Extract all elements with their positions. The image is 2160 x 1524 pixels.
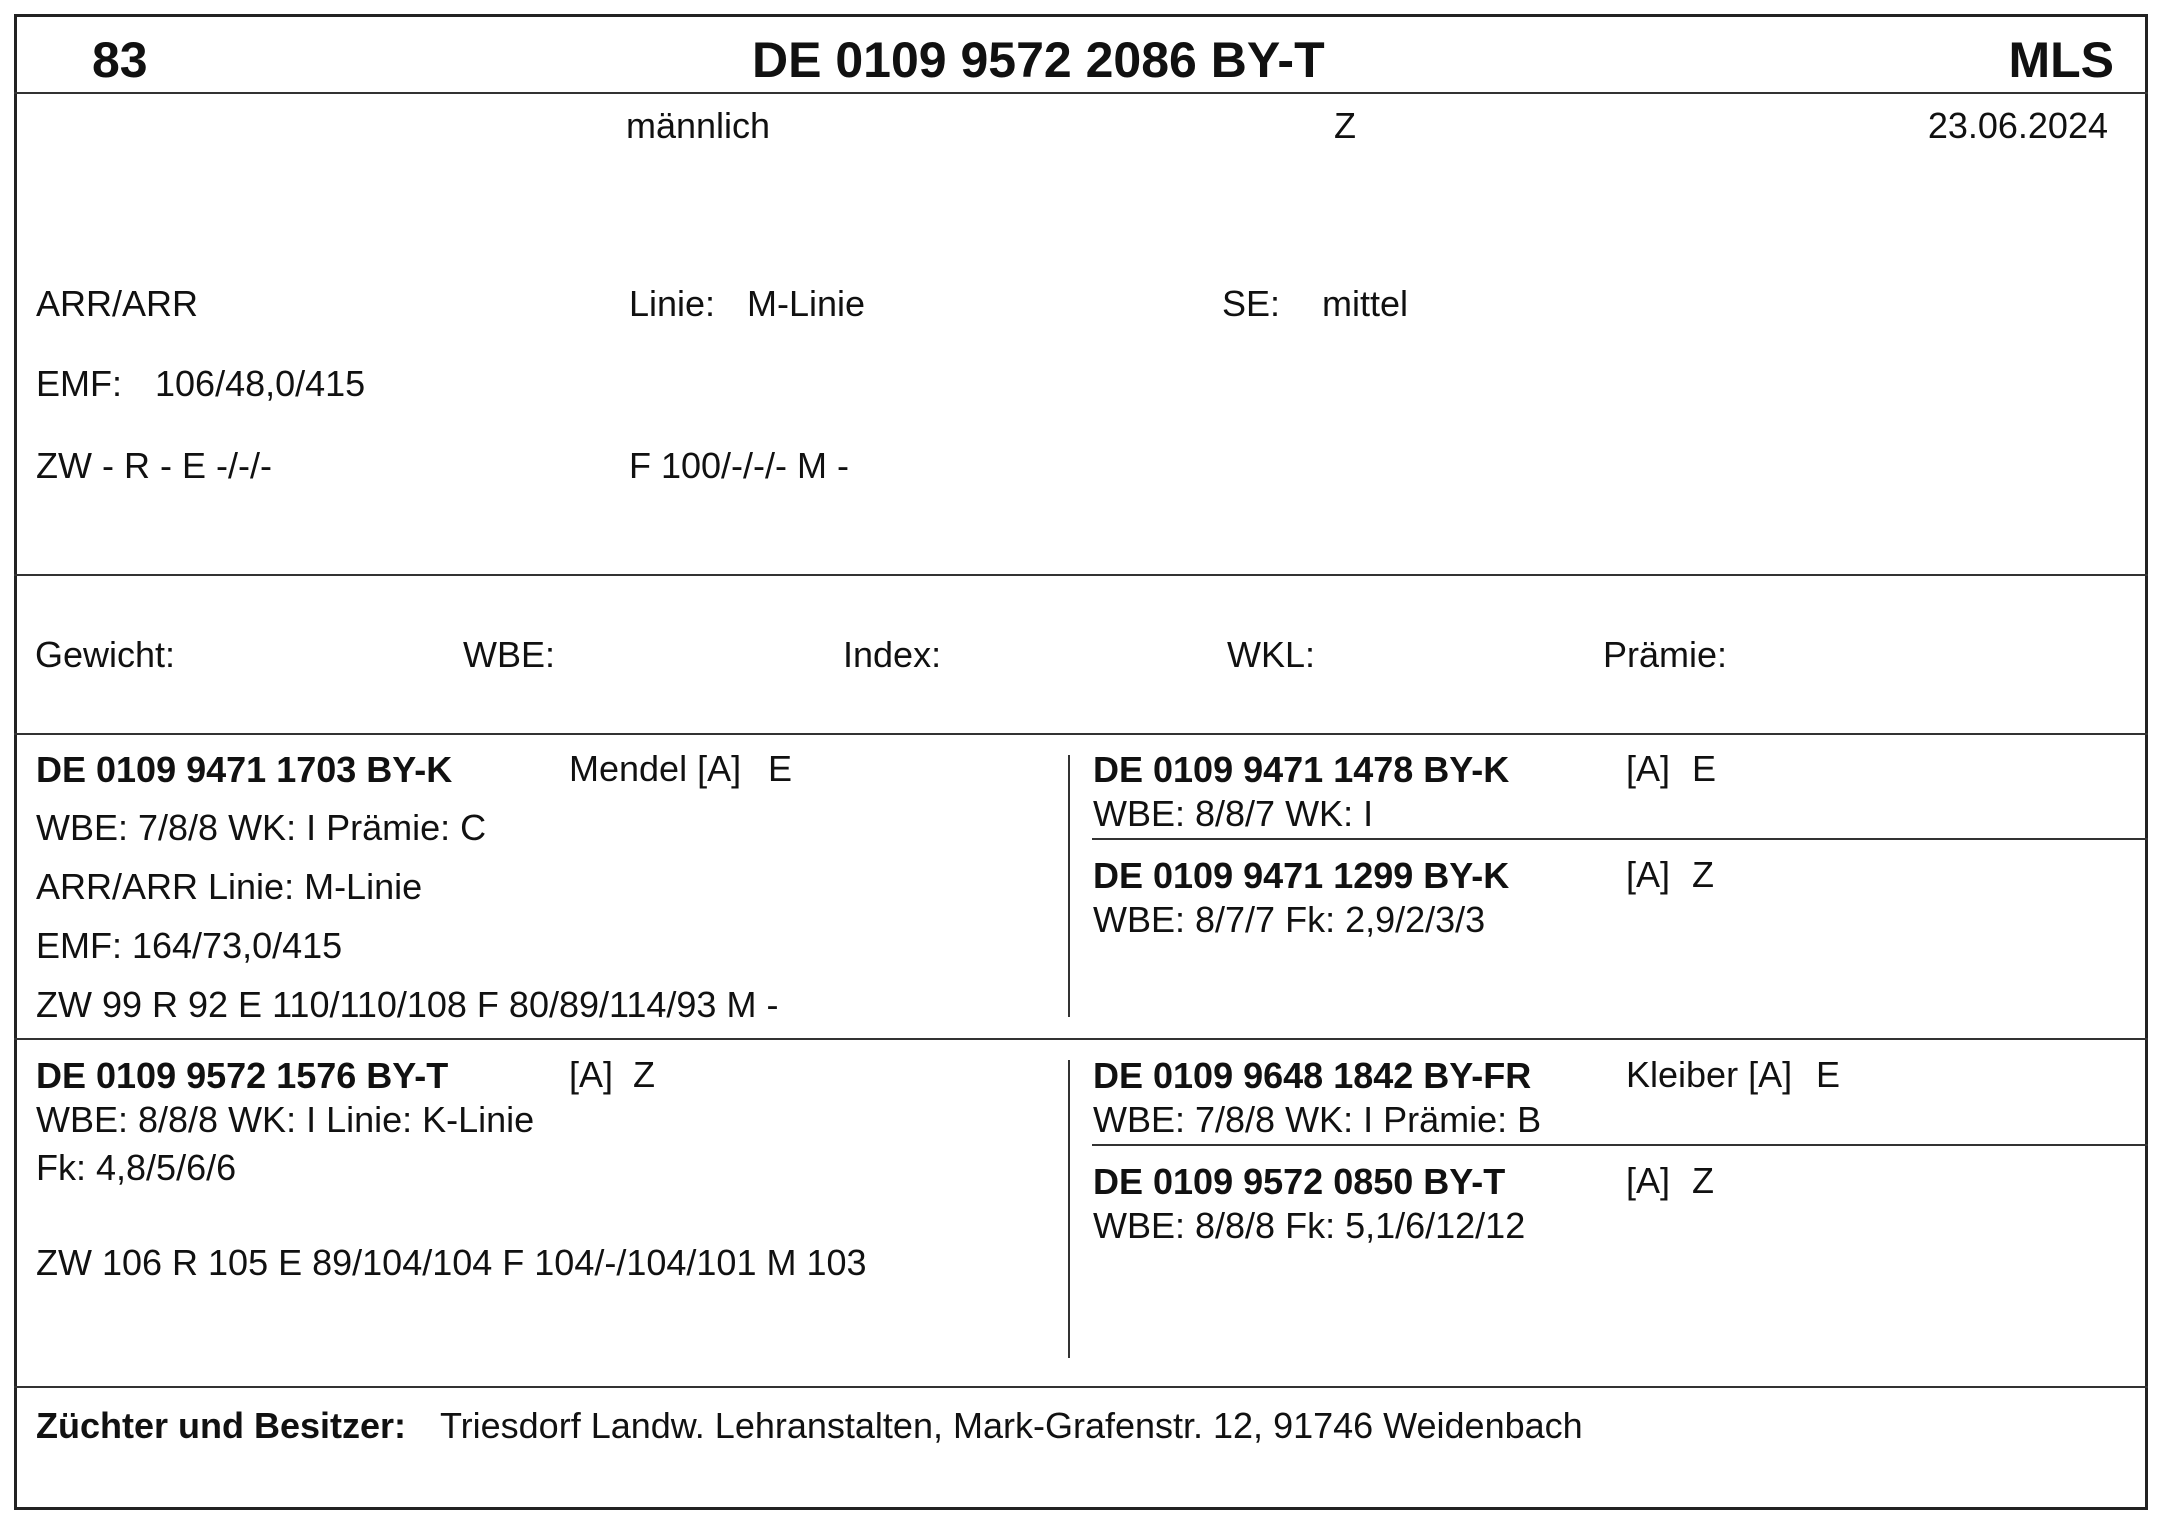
sire-sire-id: DE 0109 9471 1478 BY-K: [1093, 749, 1510, 790]
genotype: ARR/ARR: [36, 283, 199, 324]
sire-line-3: EMF: 164/73,0/415: [36, 925, 343, 966]
sire-status: E: [768, 748, 793, 789]
dam-tag: [A]: [569, 1054, 614, 1095]
dam-dam-id: DE 0109 9572 0850 BY-T: [1093, 1161, 1506, 1202]
index-label: Index:: [843, 634, 942, 675]
wkl-label: WKL:: [1227, 634, 1316, 675]
sex: männlich: [626, 105, 771, 146]
sire-name: Mendel [A]: [569, 748, 742, 789]
divider-fields: [14, 733, 2148, 735]
dam-dam-status: Z: [1692, 1160, 1714, 1201]
herdbook-status: Z: [1334, 105, 1356, 146]
dam-sire-name: Kleiber [A]: [1626, 1054, 1793, 1095]
wbe-label: WBE:: [463, 634, 556, 675]
dam-sire-status: E: [1816, 1054, 1841, 1095]
dam-sire-line-1: WBE: 7/8/8 WK: I Prämie: B: [1093, 1099, 1542, 1140]
linie-value: M-Linie: [747, 283, 866, 324]
divider-dam-column: [1068, 1060, 1070, 1358]
breeding-value-line: ZW - R - E -/-/-: [36, 445, 272, 486]
sire-id: DE 0109 9471 1703 BY-K: [36, 749, 453, 790]
divider-sire-grandparents: [1092, 838, 2148, 840]
divider-dam-grandparents: [1092, 1144, 2148, 1146]
sire-sire-tag: [A]: [1626, 748, 1671, 789]
birth-date: 23.06.2024: [1927, 105, 2108, 146]
linie-label: Linie:: [629, 283, 716, 324]
divider-pedigree: [14, 1038, 2148, 1040]
fertility-line: F 100/-/-/- M -: [629, 445, 850, 486]
dam-line-2: Fk: 4,8/5/6/6: [36, 1147, 237, 1188]
se-value: mittel: [1322, 283, 1409, 324]
sire-line-4: ZW 99 R 92 E 110/110/108 F 80/89/114/93 M -: [36, 984, 779, 1025]
breeder-owner-label: Züchter und Besitzer:: [36, 1405, 407, 1446]
sire-line-1: WBE: 7/8/8 WK: I Prämie: C: [36, 807, 487, 848]
dam-dam-tag: [A]: [1626, 1160, 1671, 1201]
breeder-owner-value: Triesdorf Landw. Lehranstalten, Mark-Grafenstr. 12, 91746 Weidenbach: [440, 1405, 1583, 1446]
divider-header: [14, 92, 2148, 94]
sire-sire-line-1: WBE: 8/8/7 WK: I: [1093, 793, 1374, 834]
sire-dam-line-1: WBE: 8/7/7 Fk: 2,9/2/3/3: [1093, 899, 1486, 940]
se-label: SE:: [1222, 283, 1281, 324]
divider-footer: [14, 1386, 2148, 1388]
dam-sire-id: DE 0109 9648 1842 BY-FR: [1093, 1055, 1532, 1096]
breed-code: MLS: [2008, 32, 2114, 88]
sire-dam-tag: [A]: [1626, 854, 1671, 895]
dam-status: Z: [633, 1054, 655, 1095]
sire-sire-status: E: [1692, 748, 1717, 789]
divider-info: [14, 574, 2148, 576]
animal-id: DE 0109 9572 2086 BY-T: [752, 32, 1325, 88]
dam-dam-line-1: WBE: 8/8/8 Fk: 5,1/6/12/12: [1093, 1205, 1526, 1246]
sire-line-2: ARR/ARR Linie: M-Linie: [36, 866, 423, 907]
emf-value: 106/48,0/415: [155, 363, 366, 404]
dam-line-1: WBE: 8/8/8 WK: I Linie: K-Linie: [36, 1099, 535, 1140]
dam-line-3: ZW 106 R 105 E 89/104/104 F 104/-/104/101 M 103: [36, 1242, 867, 1283]
catalog-number: 83: [92, 32, 148, 88]
gewicht-label: Gewicht:: [35, 634, 176, 675]
sire-dam-status: Z: [1692, 854, 1714, 895]
praemie-label: Prämie:: [1603, 634, 1728, 675]
divider-sire-column: [1068, 755, 1070, 1017]
dam-id: DE 0109 9572 1576 BY-T: [36, 1055, 449, 1096]
sire-dam-id: DE 0109 9471 1299 BY-K: [1093, 855, 1510, 896]
emf-label: EMF:: [36, 363, 122, 404]
